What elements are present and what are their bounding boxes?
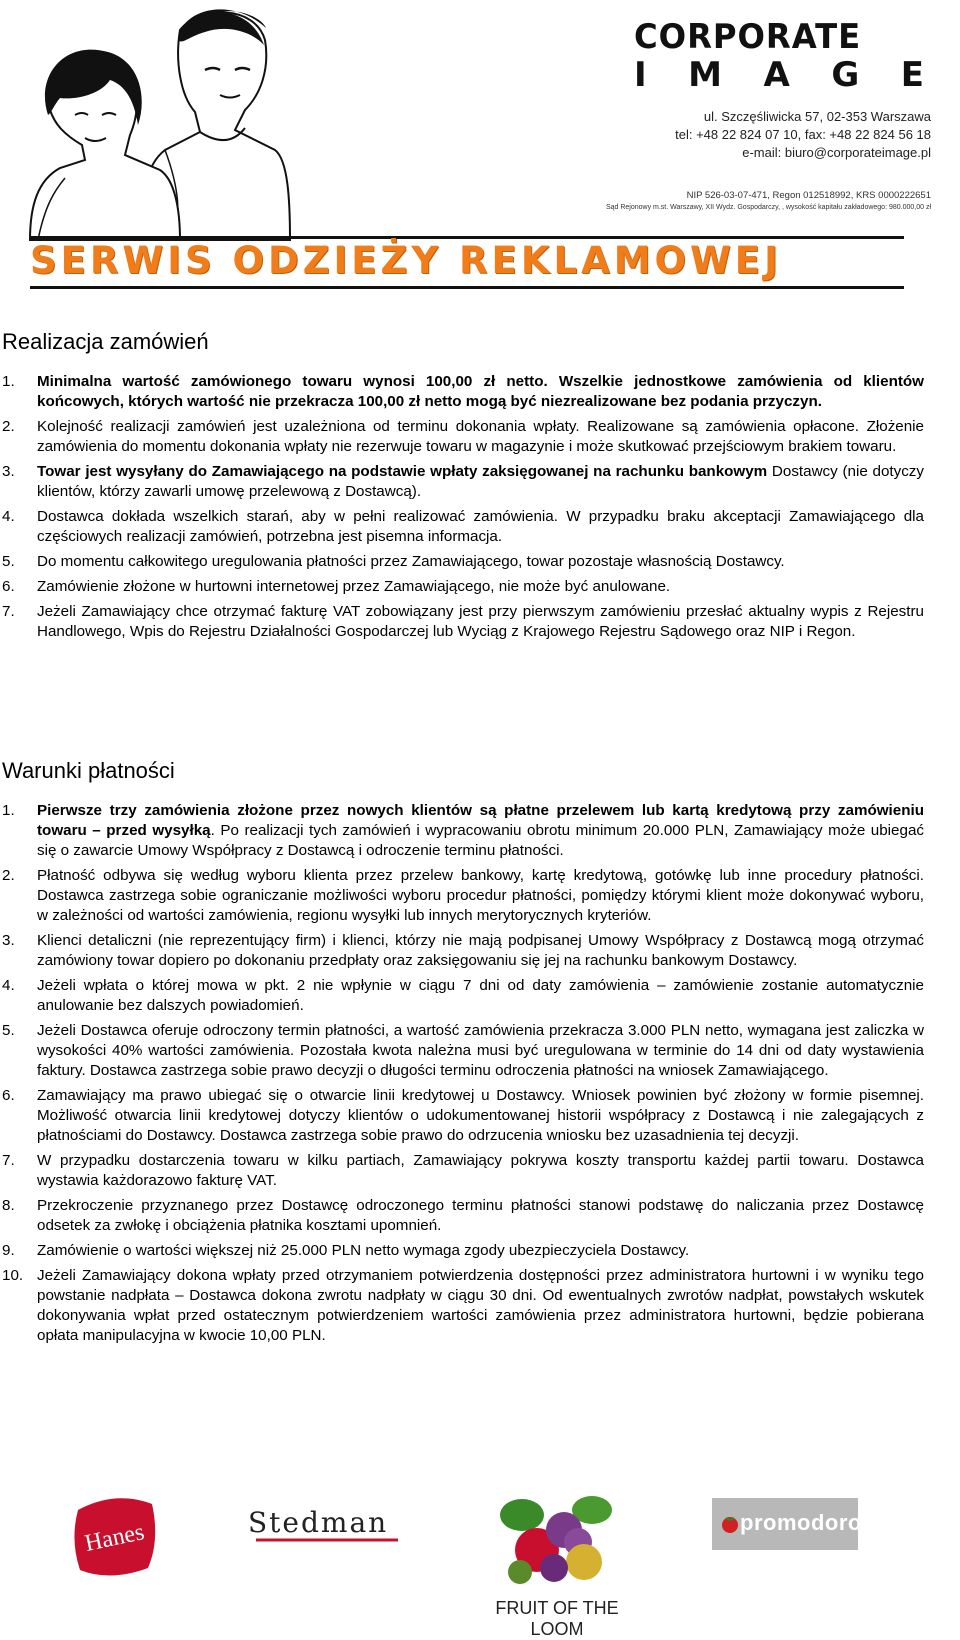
phone: tel: +48 22 824 07 10, fax: +48 22 824 56 18	[675, 127, 931, 142]
list-item	[0, 417, 924, 457]
item-text: Zamówienie złożone w hurtowni internetowej przez Zamawiającego, nie może być anulowane.	[37, 578, 671, 595]
item-text: Płatność odbywa się według wyboru klienta przez przelew bankowy, kartę kredytową, gotówkę lub inne procedury płatności. Dostawca zastrzega sobie ograniczanie możliwości wyboru procedur płatności, pomiędzy którymi klient może dokonywać wyboru, w zależności od wartości zamówienia, regionu wysyłki lub innych merytorycznych kryteriów.	[37, 867, 924, 924]
payment-terms-list	[0, 801, 924, 1351]
footer-brands	[0, 1480, 960, 1639]
section-title-payment: Warunki płatności	[2, 758, 175, 783]
item-bold-text: Minimalna wartość zamówionego towaru wynosi 100,00 zł netto. Wszelkie jednostkowe zamówienia od klientów końcowych, których wartość nie przekracza 100,00 zł netto mogą być niezrealizowane bez podania przyczyn.	[37, 373, 924, 410]
item-text: Jeżeli Zamawiający chce otrzymać fakturę VAT zobowiązany jest przy pierwszym zamówieniu przesłać aktualny wypis z Rejestru Handlowego, Wpis do Rejestru Działalności Gospodarczej lub Wyciąg z Krajowego Rejestru Sądowego oraz NIP i Regon.	[37, 603, 924, 640]
list-item	[0, 1086, 924, 1146]
item-text: . Po realizacji tych zamówień i wypracowaniu obrotu minimum 20.000 PLN, Zamawiający może ubiegać się o zawarcie Umowy Współpracy z Dostawcą i odroczenie terminu płatności.	[37, 822, 924, 859]
item-number: 1.	[2, 373, 15, 390]
item-number: 8.	[2, 1197, 15, 1214]
item-number: 3.	[2, 463, 15, 480]
item-number: 9.	[2, 1242, 15, 1259]
section-title-orders: Realizacja zamówień	[2, 329, 209, 354]
list-item	[0, 801, 924, 861]
list-item	[0, 976, 924, 1016]
orders-terms-list	[0, 372, 924, 647]
stedman-text: Stedman	[248, 1506, 389, 1539]
list-item	[0, 372, 924, 412]
fruit-text: FRUIT OF THE LOOM	[495, 1598, 619, 1639]
item-text: Jeżeli Zamawiający dokona wpłaty przed otrzymaniem potwierdzenia dostępności przez administratora hurtowni i w wyniku tego powstanie nadpłata – Dostawca dokona zwrotu nadpłaty w ciągu 30 dni. Od ewentualnych zwrotów nadpłat, powstałych wskutek dokonywania wpłat przed ostatecznym potwierdzeniem wartości zamówienia przez administratora hurtowni, będzie pobierana opłata manipulacyjna w kwocie 10,00 PLN.	[37, 1267, 924, 1344]
item-text: Kolejność realizacji zamówień jest uzależniona od terminu dokonania wpłaty. Realizowane są zamówienia opłacone. Złożenie zamówienia do momentu dokonania wpłaty nie rezerwuje towaru w magazynie i może skutkować przejściowym brakiem towaru.	[37, 418, 924, 455]
item-number: 4.	[2, 977, 15, 994]
hanes-logo	[70, 1490, 160, 1585]
list-item	[0, 1241, 924, 1261]
list-item	[0, 931, 924, 971]
item-number: 1.	[2, 802, 15, 819]
item-number: 6.	[2, 578, 15, 595]
item-text: Zamówienie o wartości większej niż 25.000 PLN netto wymaga zgody ubezpieczyciela Dostawcy.	[37, 1242, 690, 1259]
item-number: 2.	[2, 867, 15, 884]
list-item	[0, 577, 924, 597]
contact-block	[675, 108, 931, 162]
list-item	[0, 1151, 924, 1191]
item-text: Dostawcy (nie dotyczy klientów, którzy zawarli umowę przelewową z Dostawcą).	[37, 463, 924, 500]
list-item	[0, 1196, 924, 1236]
item-number: 6.	[2, 1087, 15, 1104]
item-number: 5.	[2, 553, 15, 570]
corporate-image-logo	[634, 18, 932, 94]
banner-title: SERWIS ODZIEŻY REKLAMOWEJ	[30, 239, 782, 282]
list-item	[0, 1266, 924, 1346]
hanes-text: Hanes	[82, 1519, 147, 1557]
promodoro-logo	[712, 1498, 862, 1550]
item-bold-text: Pierwsze trzy zamówienia złożone przez nowych klientów są płatne przelewem lub kartą kredytową przy zamówieniu towaru – przed wysyłką	[37, 802, 924, 839]
logo-letter: M	[688, 55, 722, 95]
logo-line-1: CORPORATE	[634, 17, 862, 57]
header-divider-bottom	[30, 286, 904, 289]
item-number: 7.	[2, 603, 15, 620]
item-text: Jeżeli wpłata o której mowa w pkt. 2 nie wpłynie w ciągu 7 dni od daty zamówienia – zamówienie zostanie automatycznie anulowanie bez dalszych powiadomień.	[37, 977, 924, 1014]
header	[30, 0, 935, 300]
models-photo	[30, 0, 290, 240]
promodoro-text: promodoro	[740, 1510, 862, 1535]
item-text: Dostawca dokłada wszelkich starań, aby w pełni realizować zamówienia. W przypadku braku akceptacji Zamawiającego dla częściowych realizacji zamówień, potrzebna jest pisemna informacja.	[37, 508, 924, 545]
registry-block	[606, 190, 931, 214]
item-number: 5.	[2, 1022, 15, 1039]
fruit-of-the-loom-logo	[492, 1480, 622, 1639]
logo-letter: G	[831, 55, 860, 95]
item-text: Jeżeli Dostawca oferuje odroczony termin płatności, a wartość zamówienia przekracza 3.000 PLN netto, wymagana jest zaliczka w wysokości 40% wartości zamówienia. Pozostała kwota należna musi być uregulowana w terminie do 14 dni od daty wystawienia faktury. Dostawca zastrzega sobie prawo decyzji o długości terminu odroczenia płatności na wniosek Zamawiającego.	[37, 1022, 924, 1079]
item-bold-text: Towar jest wysyłany do Zamawiającego na podstawie wpłaty zaksięgowanej na rachunku bankowym	[37, 463, 768, 480]
hanes-badge-icon	[70, 1490, 160, 1580]
list-item	[0, 602, 924, 642]
logo-line-2	[634, 56, 924, 94]
tomato-icon	[720, 1514, 740, 1534]
item-text: Zamawiający ma prawo ubiegać się o otwarcie linii kredytowej u Dostawcy. Wniosek powinien być złożony w formie pisemnej. Możliwość otwarcia linii kredytowej dotyczy klientów o udokumentowanej historii współpracy z Dostawcą i nie zalegających z płatnościami do Dostawcy. Dostawca zastrzega sobie prawo do odrzucenia wniosku bez uzasadnienia tej decyzji.	[37, 1087, 924, 1144]
list-item	[0, 552, 924, 572]
fruit-cluster-icon	[492, 1480, 622, 1598]
item-number: 2.	[2, 418, 15, 435]
item-number: 4.	[2, 508, 15, 525]
stedman-logo	[248, 1500, 408, 1550]
item-number: 7.	[2, 1152, 15, 1169]
list-item	[0, 1021, 924, 1081]
court-info: Sąd Rejonowy m.st. Warszawy, XII Wydz. Gospodarczy, , wysokość kapitału zakładowego: 980.000,00 zł	[605, 204, 931, 211]
email: e-mail: biuro@corporateimage.pl	[742, 145, 931, 160]
item-text: W przypadku dostarczenia towaru w kilku partiach, Zamawiający pokrywa koszty transportu każdej partii towaru. Dostawca wystawia każdorazowo fakturę VAT.	[37, 1152, 924, 1189]
registry-numbers: NIP 526-03-07-471, Regon 012518992, KRS 0000222651	[686, 190, 931, 201]
logo-letter: A	[763, 55, 790, 95]
item-text: Do momentu całkowitego uregulowania płatności przez Zamawiającego, towar pozostaje własnością Dostawcy.	[37, 553, 785, 570]
item-number: 10.	[2, 1267, 24, 1284]
list-item	[0, 462, 924, 502]
item-number: 3.	[2, 932, 15, 949]
logo-letter: I	[634, 55, 647, 95]
list-item	[0, 866, 924, 926]
address: ul. Szczęśliwicka 57, 02-353 Warszawa	[703, 109, 931, 124]
stedman-mark-icon	[248, 1500, 408, 1550]
item-text: Klienci detaliczni (nie reprezentujący firm) i klienci, którzy nie mają podpisanej Umowy Współpracy z Dostawcą mogą otrzymać zamówiony towar dopiero po dokonaniu przedpłaty oraz zaksięgowaniu się jej na rachunku bankowym Dostawcy.	[37, 932, 924, 969]
list-item	[0, 507, 924, 547]
logo-letter: E	[900, 55, 924, 95]
item-text: Przekroczenie przyznanego przez Dostawcę odroczonego terminu płatności stanowi podstawę do naliczania przez Dostawcę odsetek za zwłokę i obciążenia płatnika kosztami upomnień.	[37, 1197, 924, 1234]
